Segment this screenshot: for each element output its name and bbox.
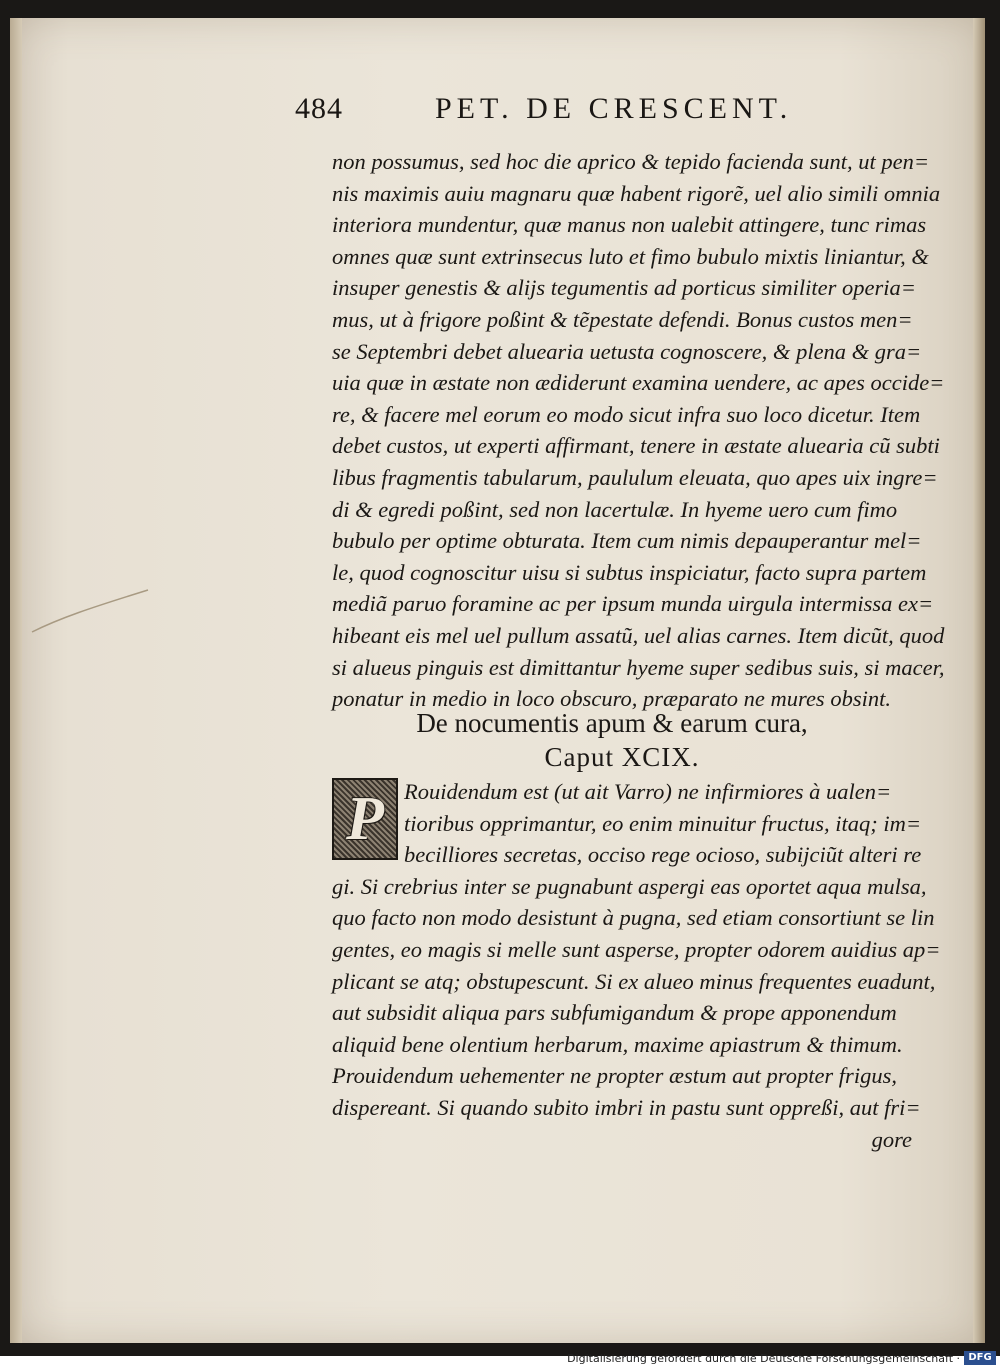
text-line: aut subsidit aliqua pars subfumigandum & prope apponendum — [332, 1000, 897, 1026]
text-line: libus fragmentis tabularum, paululum eleuata, quo apes uix ingre= — [332, 464, 938, 490]
running-head: PET. DE CRESCENT. — [435, 92, 793, 125]
page-number: 484 — [295, 92, 343, 125]
text-line: Rouidendum est (ut ait Varro) ne infirmiores à ualen= — [404, 779, 892, 804]
chapter-text — [332, 776, 952, 1155]
text-line: plicant se atq; obstupescunt. Si ex alueo minus frequentes euadunt, — [332, 968, 936, 994]
body-text — [332, 146, 952, 715]
text-line: aliquid bene olentium herbarum, maxime apiastrum & thimum. — [332, 1031, 903, 1057]
text-line: insuper genestis & alijs tegumentis ad porticus similiter operia= — [332, 275, 916, 301]
page-header — [295, 88, 935, 138]
text-line: debet custos, ut experti affirmant, tenere in æstate aluearia cũ subti — [332, 433, 940, 459]
text-line: Prouidendum uehementer ne propter æstum aut propter frigus, — [332, 1063, 897, 1089]
chapter-title: De nocumentis apum & earum cura, — [416, 708, 808, 738]
text-line: bubulo per optime obturata. Item cum nimis depauperantur mel= — [332, 528, 922, 554]
text-line: gentes, eo magis si melle sunt asperse, propter odorem auidius ap= — [332, 936, 941, 962]
initial-letter: P — [346, 785, 384, 853]
text-line: ponatur in medio in loco obscuro, præparato ne mures obsint. — [332, 686, 891, 712]
page-edge-right — [973, 18, 985, 1343]
text-line: non possumus, sed hoc die aprico & tepido facienda sunt, ut pen= — [332, 149, 929, 174]
text-line: nis maximis auiu magnaru quæ habent rigorẽ, uel alio simili omnia — [332, 180, 941, 206]
text-line: di & egredi poßint, sed non lacertulæ. In hyeme uero cum fimo — [332, 496, 898, 522]
text-line: hibeant eis mel uel pullum assatũ, uel alias carnes. Item dicũt, quod — [332, 622, 945, 648]
text-line: becilliores secretas, occiso rege ocioso, subijciũt alteri re — [404, 842, 922, 868]
catchword: gore — [871, 1126, 912, 1152]
text-line: interiora mundentur, quæ manus non ualebit attingere, tunc rimas — [332, 212, 927, 238]
chapter-heading — [332, 706, 952, 774]
text-line: re, & facere mel eorum eo modo sicut infra suo loco dicetur. Item — [332, 401, 921, 427]
text-line: le, quod cognoscitur uisu si subtus inspiciatur, facto supra partem — [332, 559, 927, 585]
text-line: uia quæ in æstate non ædiderunt examina uendere, ac apes occide= — [332, 370, 945, 396]
text-line: gi. Si crebrius inter se pugnabunt aspergi eas oportet aqua mulsa, — [332, 873, 927, 899]
decorated-initial — [332, 778, 398, 860]
digitization-footer — [0, 1352, 1000, 1369]
text-line: mediã paruo foramine ac per ipsum munda uirgula intermissa ex= — [332, 591, 934, 617]
text-line: quo facto non modo desistunt à pugna, sed etiam consortiunt se lin — [332, 905, 935, 931]
book-page — [10, 18, 985, 1343]
paper-crease — [30, 588, 150, 638]
text-line: tioribus opprimantur, eo enim minuitur fructus, itaq; im= — [404, 810, 922, 836]
text-line: si alueus pinguis est dimittantur hyeme super sedibus suis, si macer, — [332, 654, 945, 680]
chapter-number: Caput XCIX. — [544, 742, 700, 772]
dfg-logo-icon: DFG — [964, 1351, 996, 1365]
page-edge-left — [10, 18, 22, 1343]
text-line: dispereant. Si quando subito imbri in pastu sunt oppreßi, aut fri= — [332, 1094, 921, 1120]
text-line: se Septembri debet aluearia uetusta cognoscere, & plena & gra= — [332, 338, 922, 364]
text-line: mus, ut à frigore poßint & tẽpestate defendi. Bonus custos men= — [332, 306, 913, 332]
footer-credit: Digitalisierung gefördert durch die Deutsche Forschungsgemeinschaft · — [567, 1352, 960, 1365]
text-line: omnes quæ sunt extrinsecus luto et fimo bubulo mixtis liniantur, & — [332, 243, 929, 269]
